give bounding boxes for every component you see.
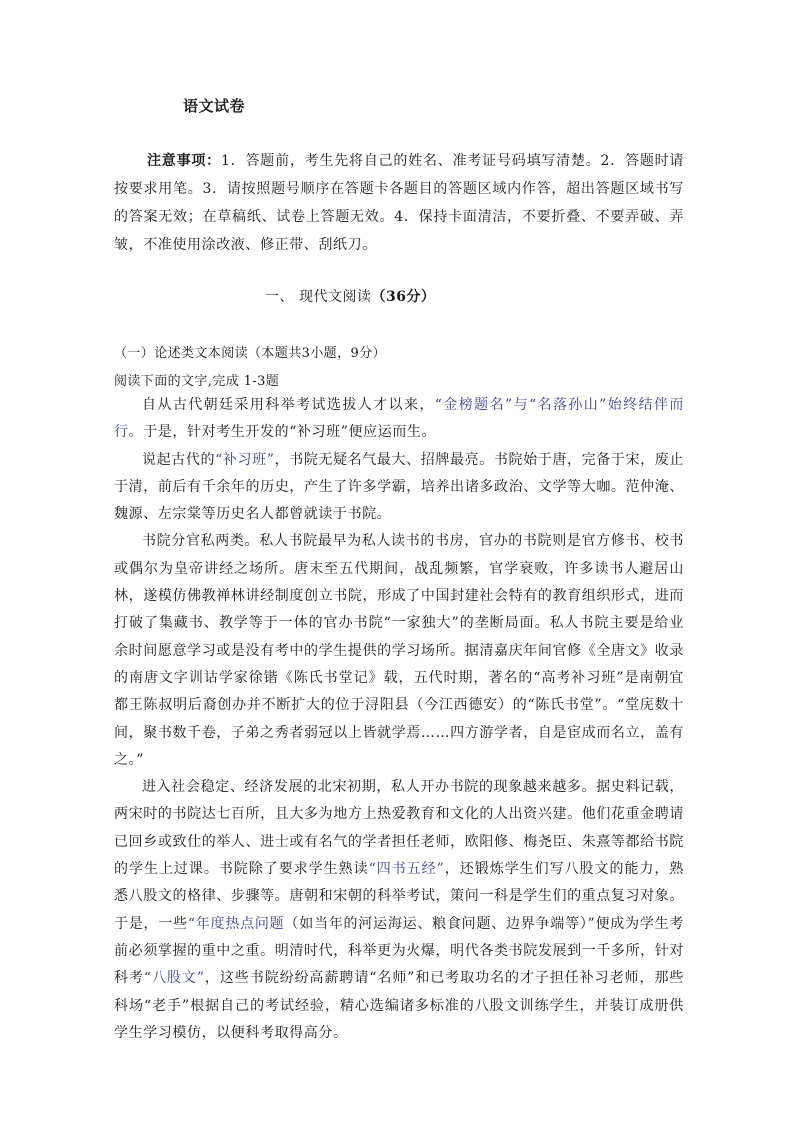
p4-highlight-2: “年度热点问题: [187, 915, 285, 932]
section-heading: [265, 286, 435, 306]
reading-instruction: 阅读下面的文字,完成 1-3题: [114, 374, 280, 389]
section-title-text: 一、 现代文阅读: [265, 289, 372, 305]
p4-text-2: ，还锻炼学生们写八股文的能力，熟悉八股文的格律、步骤等。唐朝和宋朝的科举考试，策问一科是学生们的重点复习对象。于是，一些: [114, 861, 684, 932]
p4-highlight: “四书五经”: [368, 861, 445, 878]
p2-text: 说起古代的: [142, 451, 216, 468]
reading-passage: [114, 392, 684, 1047]
section-score: （36分）: [371, 289, 436, 305]
notice-text: 1．答题前，考生先将自己的姓名、准考证号码填写清楚。2．答题时请按要求用笔。3．请按照题号顺序在答题卡各题目的答题区域内作答，超出答题区域书写的答案无效；在草稿纸、试卷上答题无效。4．保持卡面清洁，不要折叠、不要弄破、弄皱，不准使用涂改液、修正带、刮纸刀。: [114, 153, 685, 253]
p4-highlight-3: “八股文”: [143, 970, 205, 987]
p4-text-3: （如当年的河运海运、粮食问题、边界争端等）”便成为学生考前必须掌握的重中之重。明清时代，科举更为火爆，明代各类书院发展到一千多所，针对科考: [114, 915, 684, 987]
paragraph-1: [114, 392, 684, 447]
p4-text: 进入社会稳定、经济发展的北宋初期，私人开办书院的现象越来越多。据史料记载，两宋时的书院达七百所，且大多为地方上热爱教育和文化的人出资兴建。他们花重金聘请已回乡或致仕的举人、进士或有名气的学者担任老师，欧阳修、梅尧臣、朱熹等都给书院的学生上过课。书院除了要求学生熟读: [114, 779, 684, 878]
p1-text: 自从古代朝廷采用科举考试选拔人才以来，: [142, 397, 435, 413]
p2-text-2: ，书院无疑名气最大、招牌最亮。书院始于唐，完备于宋，废止于清，前后有千余年的历史，产生了许多学霸，培养出诸多政治、文学等大咖。范仲淹、魏源、左宗棠等历史名人都曾就读于书院。: [114, 451, 684, 523]
paragraph-3: 书院分官私两类。私人书院最早为私人读书的书房，官办的书院则是官方修书、校书或偶尔为皇帝讲经之场所。唐末至五代期间，战乱频繁，官学衰败，许多读书人避居山林，遂模仿佛教禅林讲经制度创立书院，形成了中国封建社会特有的教育组织形式，进而打破了集藏书、教学等于一体的官办书院“一家独大”的垄断局面。私人书院主要是给业余时间愿意学习或是没有考中的学生提供的学习场所。据清嘉庆年间官修《全唐文》收录的南唐文字训诂学家徐锴《陈氏书堂记》载，五代时期，著名的“高考补习班”是南朝宜都王陈叔明后裔创办并不断扩大的位于浔阳县（今江西德安）的“陈氏书堂”。“堂庑数十间，聚书数千卷，子弟之秀者弱冠以上皆就学焉……四方游学者，自是宦成而名立，盖有之。”: [114, 533, 684, 768]
paragraph-4: [114, 774, 684, 1047]
notice-label: 注意事项：: [147, 153, 221, 169]
p1-highlight: “金榜题名”与“名落孙山”始终结伴而行。: [114, 397, 684, 441]
paper-title: 语文试卷: [183, 97, 246, 115]
paragraph-2: [114, 447, 684, 529]
p1-text-2: 于是，针对考生开发的“补习班”便应运而生。: [143, 424, 437, 441]
subsection-heading: （一）论述类文本阅读（本题共3小题，9分）: [114, 346, 386, 361]
p4-text-4: ，这些书院纷纷高薪聘请“名师”和已考取功名的才子担任补习老师，那些科场“老手”根据自己的考试经验，精心选编诸多标准的八股文训练学生，并装订成册供学生学习模仿，以便科考取得高分。: [114, 970, 684, 1041]
p2-highlight: “补习班”: [215, 451, 275, 468]
notice-block: [114, 147, 684, 259]
